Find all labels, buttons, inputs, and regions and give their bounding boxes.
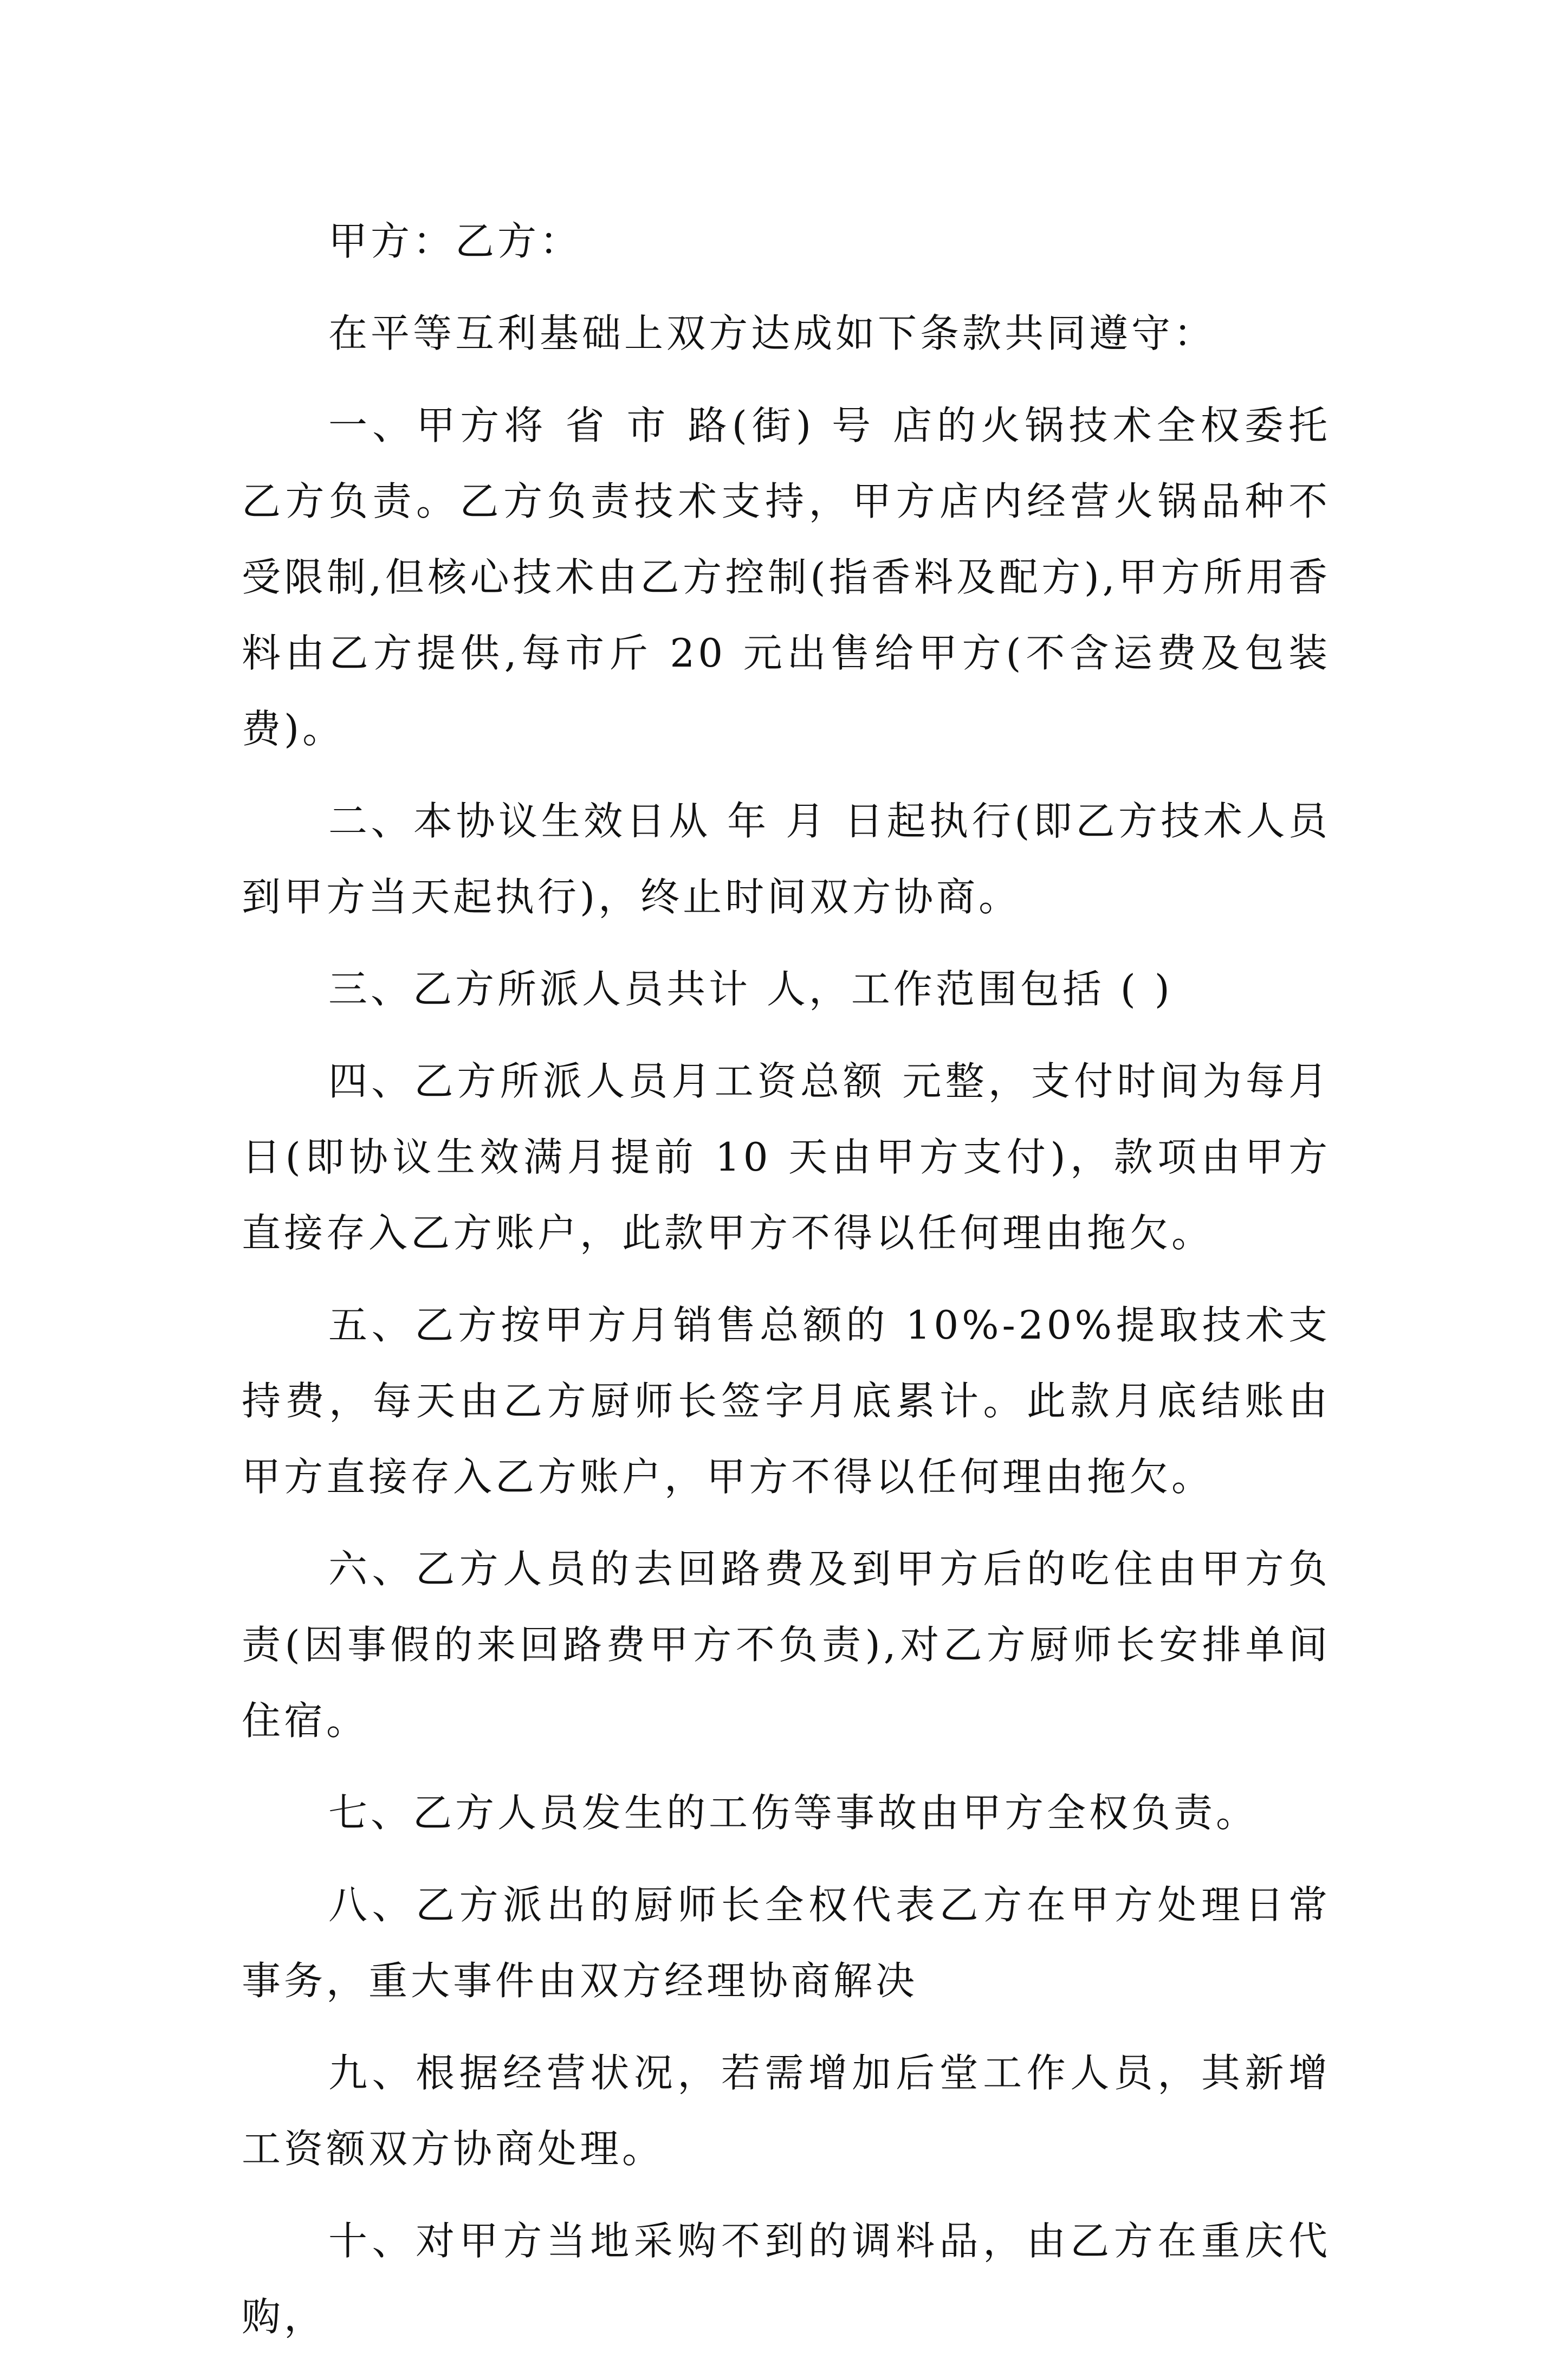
clause-6-paragraph: 六、乙方人员的去回路费及到甲方后的吃住由甲方负责(因事假的来回路费甲方不负责),对乙方厨师长安排单间住宿。: [242, 1546, 1331, 1743]
preamble-paragraph: 在平等互利基础上双方达成如下条款共同遵守：: [328, 311, 1216, 356]
clause-3-paragraph: 三、乙方所派人员共计 人，工作范围包括 ( ): [328, 966, 1173, 1012]
clause-10-paragraph: 十、对甲方当地采购不到的调料品，由乙方在重庆代购，: [242, 2218, 1331, 2340]
clause-1-paragraph: 一、甲方将 省 市 路(街) 号 店的火锅技术全权委托乙方负责。乙方负责技术支持，甲方店内经营火锅品种不受限制,但核心技术由乙方控制(指香料及配方),甲方所用香料由乙方提供,每市斤 20 元出售给甲方(不含运费及包装费)。: [242, 403, 1331, 752]
clause-5-paragraph: 五、乙方按甲方月销售总额的 10%-20%提取技术支持费，每天由乙方厨师长签字月底累计。此款月底结账由甲方直接存入乙方账户，甲方不得以任何理由拖欠。: [242, 1302, 1331, 1500]
clause-7-paragraph: 七、乙方人员发生的工伤等事故由甲方全权负责。: [328, 1790, 1259, 1836]
document-body: [242, 203, 1331, 2371]
clause-8-paragraph: 八、乙方派出的厨师长全权代表乙方在甲方处理日常事务，重大事件由双方经理协商解决: [242, 1882, 1331, 2004]
party-heading: 甲方：乙方：: [328, 218, 582, 264]
clause-9-paragraph: 九、根据经营状况，若需增加后堂工作人员，其新增工资额双方协商处理。: [242, 2050, 1331, 2172]
clause-2-paragraph: 二、本协议生效日从 年 月 日起执行(即乙方技术人员到甲方当天起执行)，终止时间双方协商。: [242, 798, 1331, 920]
clause-4-paragraph: 四、乙方所派人员月工资总额 元整，支付时间为每月 日(即协议生效满月提前 10 天由甲方支付)，款项由甲方直接存入乙方账户，此款甲方不得以任何理由拖欠。: [242, 1058, 1331, 1256]
